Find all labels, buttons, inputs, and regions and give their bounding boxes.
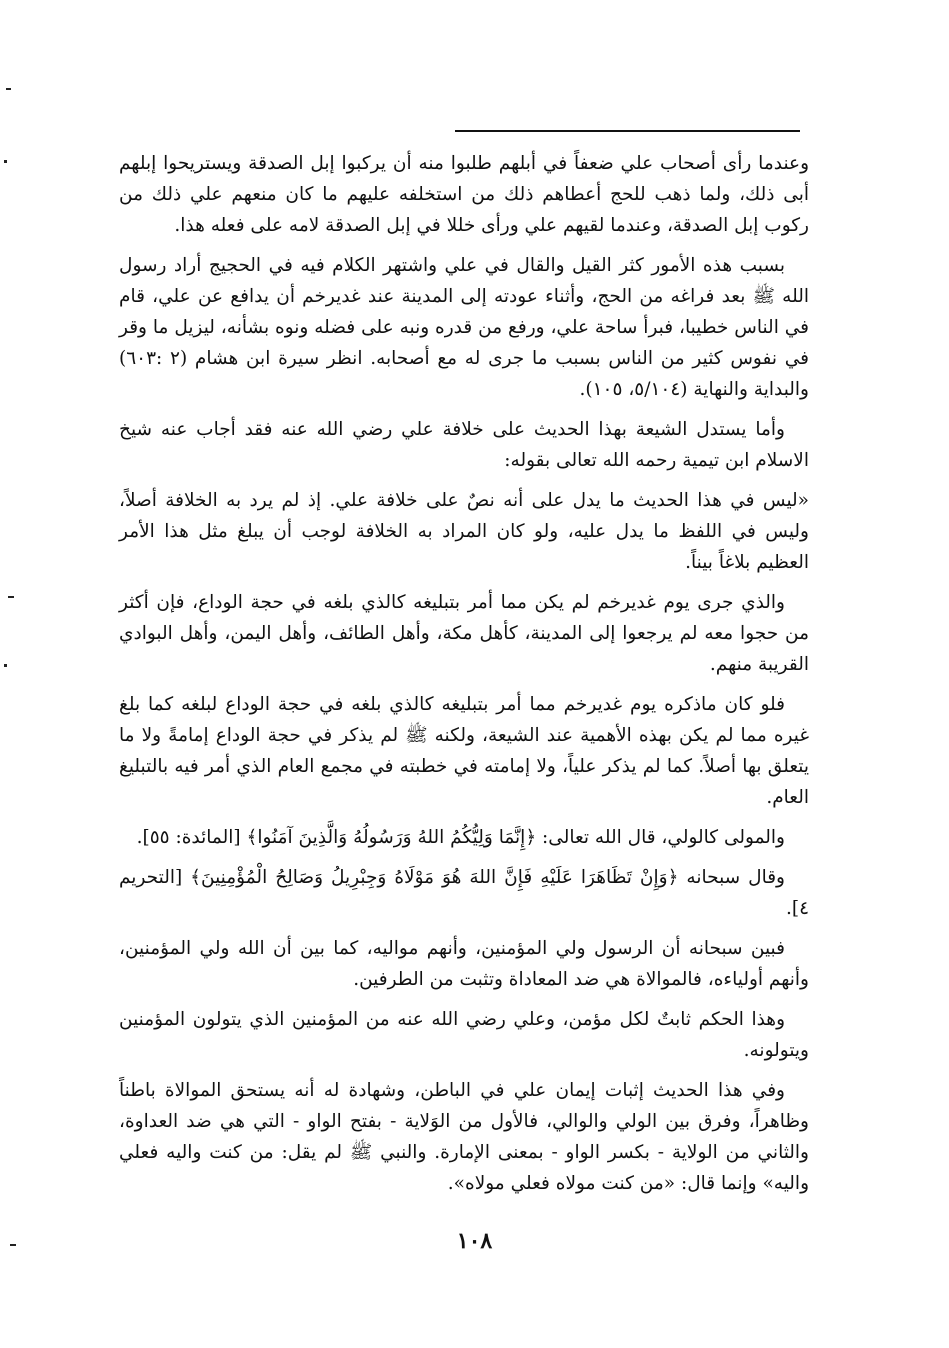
paragraph-2: بسبب هذه الأمور كثر القيل والقال في علي واشتهر الكلام فيه في الحجيج أراد رسول الله ﷺ بعد فراغه من الحج، وأثناء عودته إلى المدينة عند غديرخم أن يدافع عن علي، قام في الناس خطيبا، فبرأ ساحة علي، ورفع من قدره ونبه على فضله ونوه بشأنه، ليزيل ما وقر في نفوس كثير من الناس بسبب ما جرى له مع أصحابه. انظر سيرة ابن هشام (٢ :٦٠٣) والبداية والنهاية (٥/١٠٤، ١٠٥).: [119, 255, 809, 400]
paragraph-1: وعندما رأى أصحاب علي ضعفاً في أبلهم طلبوا منه أن يركبوا إبل الصدقة ويستريحوا إبلهم أبى ذلك، ولما ذهب للحج أعطاهم ذلك من استخلفه عليهم ما كان منعهم علي ذلك من ركوب إبل الصدقة، وعندما لقيهم علي ورأى خللا في إبل الصدقة لامه على فعله هذا.: [119, 153, 809, 236]
scan-mark: [4, 160, 7, 163]
paragraph-11: وفي هذا الحديث إثبات إيمان علي في الباطن، وشهادة له أنه يستحق الموالاة باطناً وظاهراً، وفرق بين الولي والوالي، فالأول من الوَلاية - بفتح الواو - التي هي ضد العداوة، والثاني من الولاية - بكسر الواو - بمعنى الإمارة. والنبي ﷺ لم يقل: من كنت واليه فعلي واليه» وإنما قال: «من كنت مولاه فعلي مولاه».: [119, 1080, 809, 1194]
paragraph-9: فبين سبحانه أن الرسول ولي المؤمنين، وأنهم مواليه، كما بين أن الله ولي المؤمنين، وأنهم أولياءه، فالموالاة هي ضد المعاداة وتثبت من الطرفين.: [119, 938, 809, 990]
page-number: ١٠٨: [456, 1228, 493, 1254]
paragraph-5: والذي جرى يوم غديرخم لم يكن مما أمر بتبليغه كالذي بلغه في حجة الوداع، فإن أكثر من حجوا معه لم يرجعوا إلى المدينة، كأهل مكة، وأهل الطائف، وأهل اليمن، وأهل البوادي القريبة منهم.: [119, 592, 809, 675]
paragraph-7: والمولى كالولي، قال الله تعالى: ﴿إِنَّمَا وَلِيُّكُمُ اللهُ وَرَسُولُهُ وَالَّذِينَ آمَنُوا﴾ [المائدة: ٥٥].: [136, 827, 785, 848]
scan-mark: [4, 664, 7, 667]
paragraph-4-quote: «ليس في هذا الحديث ما يدل على أنه نصٌ على خلافة علي. إذ لم يرد به الخلافة أصلاً، وليس في اللفظ ما يدل عليه، ولو كان المراد به الخلافة لوجب أن يبلغ مثل هذا الأمر العظيم بلاغاً بيناً.: [119, 490, 809, 573]
scan-mark: [8, 596, 14, 598]
page-body: [119, 148, 809, 1208]
paragraph-6: فلو كان ماذكره يوم غديرخم مما أمر بتبليغه كالذي بلغه في حجة الوداع لبلغه كما بلغ غيره مما لم يكن بهذه الأهمية عند الشيعة، ولكنه ﷺ لم يذكر في حجة الوداع إمامةً ولا ما يتعلق بها أصلاً. كما لم يذكر علياً، ولا إمامته في خطبته في مجمع العام الذي أمر فيه بالتبليغ العام.: [119, 694, 809, 808]
paragraph-3: وأما يستدل الشيعة بهذا الحديث على خلافة علي رضي الله عنه فقد أجاب عنه شيخ الاسلام ابن تيمية رحمه الله تعالى بقوله:: [119, 419, 809, 471]
header-rule: [455, 130, 800, 132]
paragraph-10: وهذا الحكم ثابتٌ لكل مؤمن، وعلي رضي الله عنه من المؤمنين الذي يتولون المؤمنين ويتولونه.: [119, 1009, 809, 1061]
paragraph-8: وقال سبحانه ﴿وَإِنْ تَظَاهَرَا عَلَيْهِ فَإِنَّ اللهَ هُوَ مَوْلَاهُ وَجِبْرِيلُ وَصَالِحُ الْمُؤْمِنِينَ﴾ [التحريم ٤].: [119, 867, 809, 919]
scan-mark: [10, 1244, 16, 1246]
scan-mark: [6, 88, 11, 90]
